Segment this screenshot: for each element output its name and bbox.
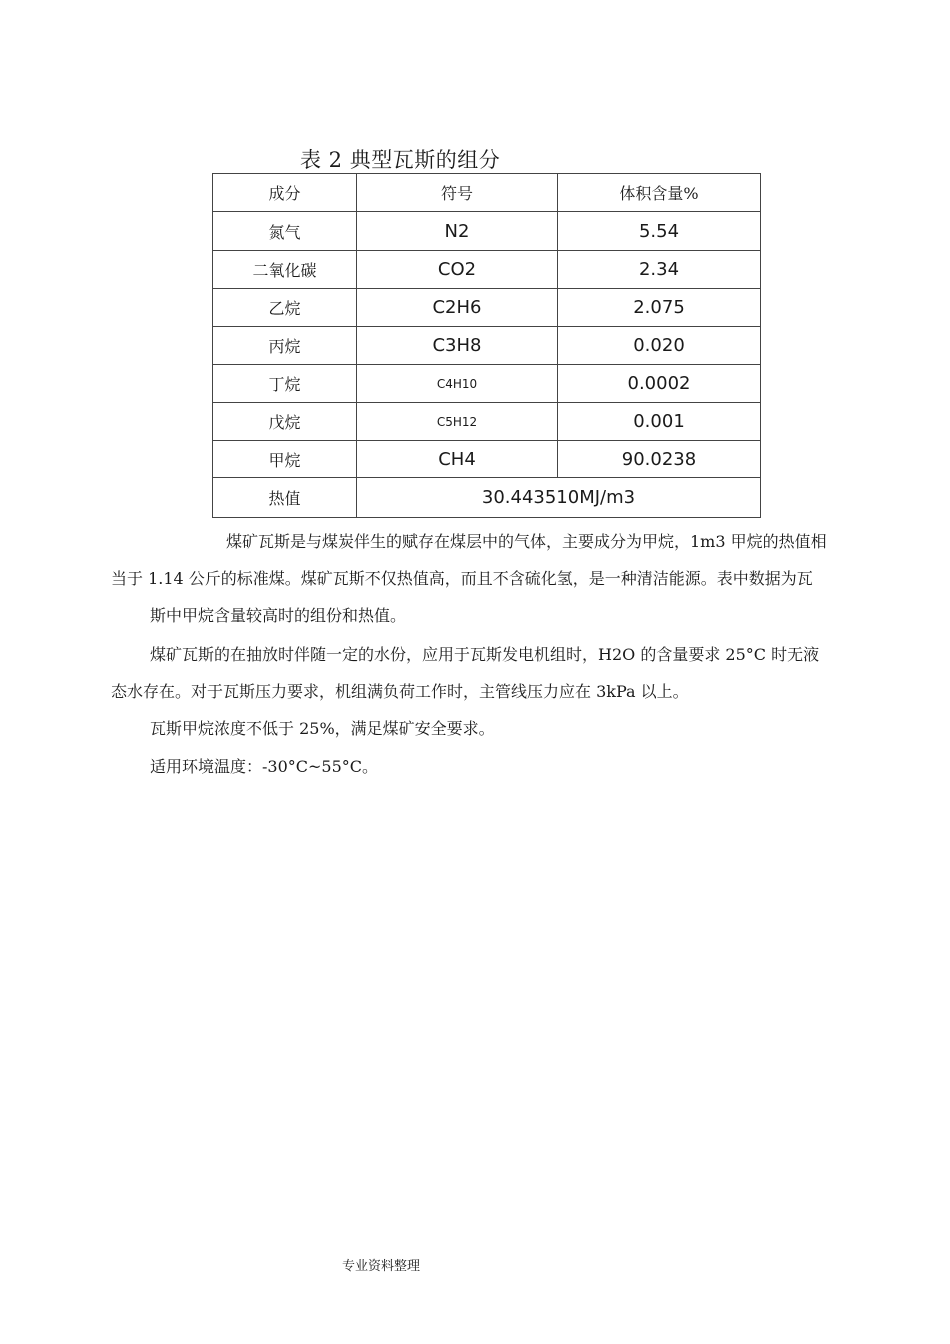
row-value: 0.001 <box>558 403 761 441</box>
header-component: 成分 <box>213 174 357 212</box>
header-symbol: 符号 <box>357 174 558 212</box>
row-name: 乙烷 <box>213 289 357 327</box>
row-value: 2.075 <box>558 289 761 327</box>
table-row <box>213 327 761 365</box>
table-row <box>213 289 761 327</box>
row-name: 丙烷 <box>213 327 357 365</box>
table-row <box>213 212 761 251</box>
row-name: 丁烷 <box>213 365 357 403</box>
row-symbol: C3H8 <box>357 327 558 365</box>
paragraph-4: 适用环境温度：-30°C~55°C。 <box>150 757 379 776</box>
table-header-row <box>213 174 761 212</box>
heat-label: 热值 <box>213 478 357 518</box>
paragraph-3: 瓦斯甲烷浓度不低于 25%，满足煤矿安全要求。 <box>150 719 495 738</box>
row-symbol: C5H12 <box>357 403 558 441</box>
row-name: 戊烷 <box>213 403 357 441</box>
heat-value: 30.443510MJ/m3 <box>357 478 761 518</box>
row-symbol: C4H10 <box>357 365 558 403</box>
table-caption: 表 2 典型瓦斯的组分 <box>300 148 501 172</box>
row-name: 氮气 <box>213 212 357 251</box>
row-value: 2.34 <box>558 251 761 289</box>
row-name: 甲烷 <box>213 441 357 478</box>
paragraph-1-line-1: 煤矿瓦斯是与煤炭伴生的赋存在煤层中的气体，主要成分为甲烷，1m3 甲烷的热值相 <box>226 532 827 551</box>
header-volume: 体积含量% <box>558 174 761 212</box>
table-row <box>213 403 761 441</box>
row-value: 5.54 <box>558 212 761 251</box>
row-symbol: N2 <box>357 212 558 251</box>
row-value: 90.0238 <box>558 441 761 478</box>
table-row <box>213 441 761 478</box>
paragraph-2-line-1: 煤矿瓦斯的在抽放时伴随一定的水份，应用于瓦斯发电机组时，H2O 的含量要求 25°C 时无液 <box>150 645 820 664</box>
footer-note: 专业资料整理 <box>342 1259 421 1274</box>
row-name: 二氧化碳 <box>213 251 357 289</box>
row-symbol: CO2 <box>357 251 558 289</box>
table-row-heat <box>213 478 761 518</box>
gas-composition-table <box>212 173 761 518</box>
paragraph-1-line-3: 斯中甲烷含量较高时的组份和热值。 <box>150 606 407 625</box>
row-value: 0.020 <box>558 327 761 365</box>
row-symbol: CH4 <box>357 441 558 478</box>
table-row <box>213 365 761 403</box>
row-value: 0.0002 <box>558 365 761 403</box>
paragraph-1-line-2: 当于 1.14 公斤的标准煤。煤矿瓦斯不仅热值高，而且不含硫化氢，是一种清洁能源。表中数据为瓦 <box>111 569 813 588</box>
row-symbol: C2H6 <box>357 289 558 327</box>
table-row <box>213 251 761 289</box>
paragraph-2-line-2: 态水存在。对于瓦斯压力要求，机组满负荷工作时，主管线压力应在 3kPa 以上。 <box>111 682 689 701</box>
